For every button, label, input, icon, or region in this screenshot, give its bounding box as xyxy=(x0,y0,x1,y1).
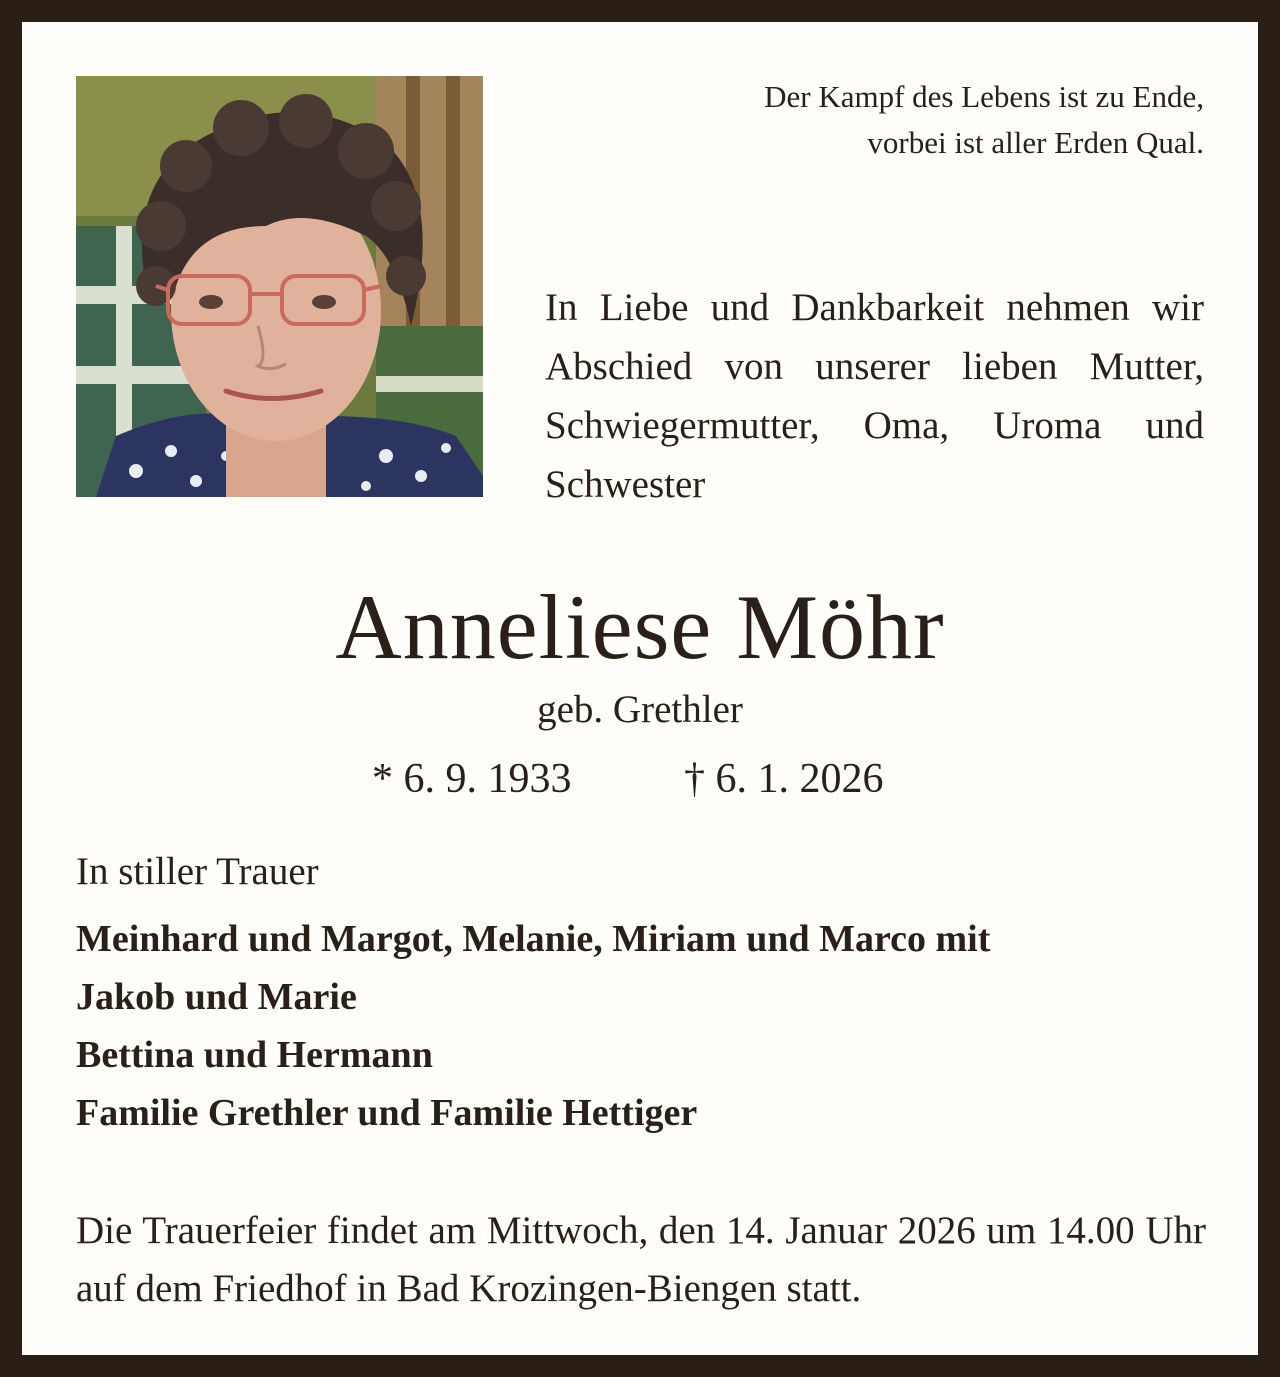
maiden-name: geb. Grethler xyxy=(537,688,743,731)
mourner-line: Meinhard und Margot, Melanie, Miriam und Marco mit xyxy=(76,918,991,960)
mourner-line: Jakob und Marie xyxy=(76,976,357,1018)
service-announcement: Die Trauerfeier findet am Mittwoch, den 14. Januar 2026 um 14.00 Uhr auf dem Friedhof in Bad Krozingen-Biengen statt. xyxy=(76,1209,1206,1310)
birth-date: * 6. 9. 1933 xyxy=(372,756,572,802)
mourner-line: Familie Grethler und Familie Hettiger xyxy=(76,1092,698,1134)
obituary-card xyxy=(22,22,1258,1355)
intro-text: In Liebe und Dankbarkeit nehmen wir Abschied von unserer lieben Mutter, Schwiegermutter, Oma, Uroma und Schwester xyxy=(545,286,1204,506)
mourning-heading: In stiller Trauer xyxy=(76,850,319,893)
death-date: † 6. 1. 2026 xyxy=(684,756,884,802)
quote xyxy=(644,74,1204,166)
mourner-line: Bettina und Hermann xyxy=(76,1034,433,1076)
portrait-photo xyxy=(76,76,483,497)
mourners-list xyxy=(76,910,1206,1142)
quote-line-1: Der Kampf des Lebens ist zu Ende, xyxy=(764,79,1204,114)
portrait-image xyxy=(76,76,483,497)
deceased-name: Anneliese Möhr xyxy=(335,576,945,678)
quote-line-2: vorbei ist aller Erden Qual. xyxy=(867,125,1204,160)
